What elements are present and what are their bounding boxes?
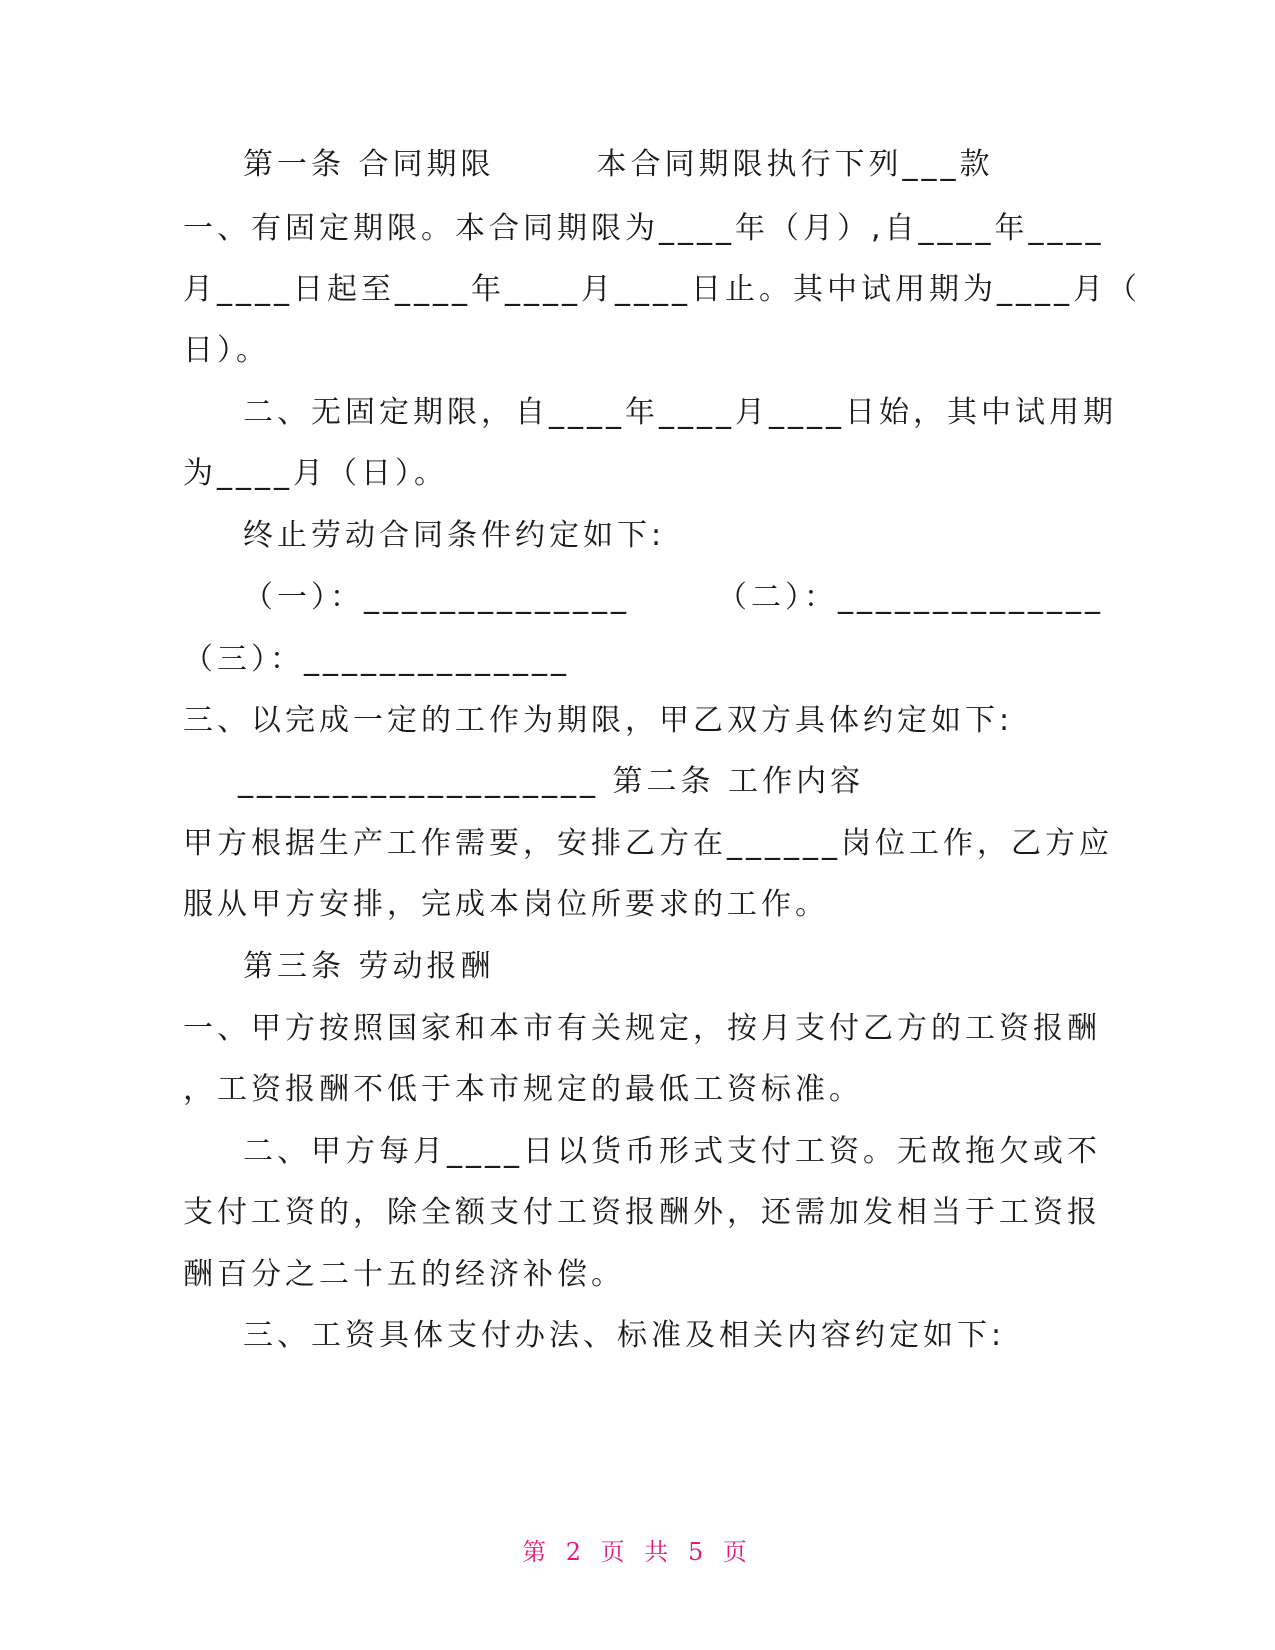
article-3-clause-3: 三、工资具体支付办法、标准及相关内容约定如下: [243, 1318, 1006, 1353]
termination-conditions-1-2: （一）：______________ （二）：______________ [243, 580, 1104, 615]
article-3-clause-2-end: 酬百分之二十五的经济补偿。 [183, 1257, 625, 1292]
article-2-heading: ___________________ 第二条 工作内容 [238, 764, 865, 799]
clause-1-fixed-term-end: 日）。 [183, 333, 270, 368]
article-3-clause-1: 一、甲方按照国家和本市有关规定，按月支付乙方的工资报酬 [183, 1011, 1101, 1046]
article-3-heading: 第三条 劳动报酬 [243, 949, 495, 984]
clause-3-task-term: 三、以完成一定的工作为期限，甲乙双方具体约定如下: [183, 703, 1014, 738]
page-number-footer: 第 2 页 共 5 页 [522, 1538, 753, 1566]
clause-2-open-term-cont: 为____月（日）。 [183, 456, 448, 491]
clause-2-open-term: 二、无固定期限，自____年____月____日始，其中试用期 [243, 395, 1117, 430]
article-3-clause-2: 二、甲方每月____日以货币形式支付工资。无故拖欠或不 [243, 1134, 1101, 1169]
article-3-clause-1-cont: ，工资报酬不低于本市规定的最低工资标准。 [183, 1072, 863, 1107]
article-2-body: 甲方根据生产工作需要，安排乙方在______岗位工作，乙方应 [183, 826, 1113, 861]
article-2-body-cont: 服从甲方安排，完成本岗位所要求的工作。 [183, 887, 829, 922]
clause-1-fixed-term: 一、有固定期限。本合同期限为____年（月）,自____年____ [183, 211, 1105, 246]
clause-1-fixed-term-cont: 月____日起至____年____月____日止。其中试用期为____月（ [183, 272, 1141, 307]
termination-conditions-heading: 终止劳动合同条件约定如下: [243, 518, 666, 553]
article-1-heading: 第一条 合同期限 本合同期限执行下列___款 [243, 147, 994, 182]
termination-conditions-3: （三）：______________ [183, 642, 570, 677]
article-3-clause-2-cont: 支付工资的，除全额支付工资报酬外，还需加发相当于工资报 [183, 1195, 1101, 1230]
